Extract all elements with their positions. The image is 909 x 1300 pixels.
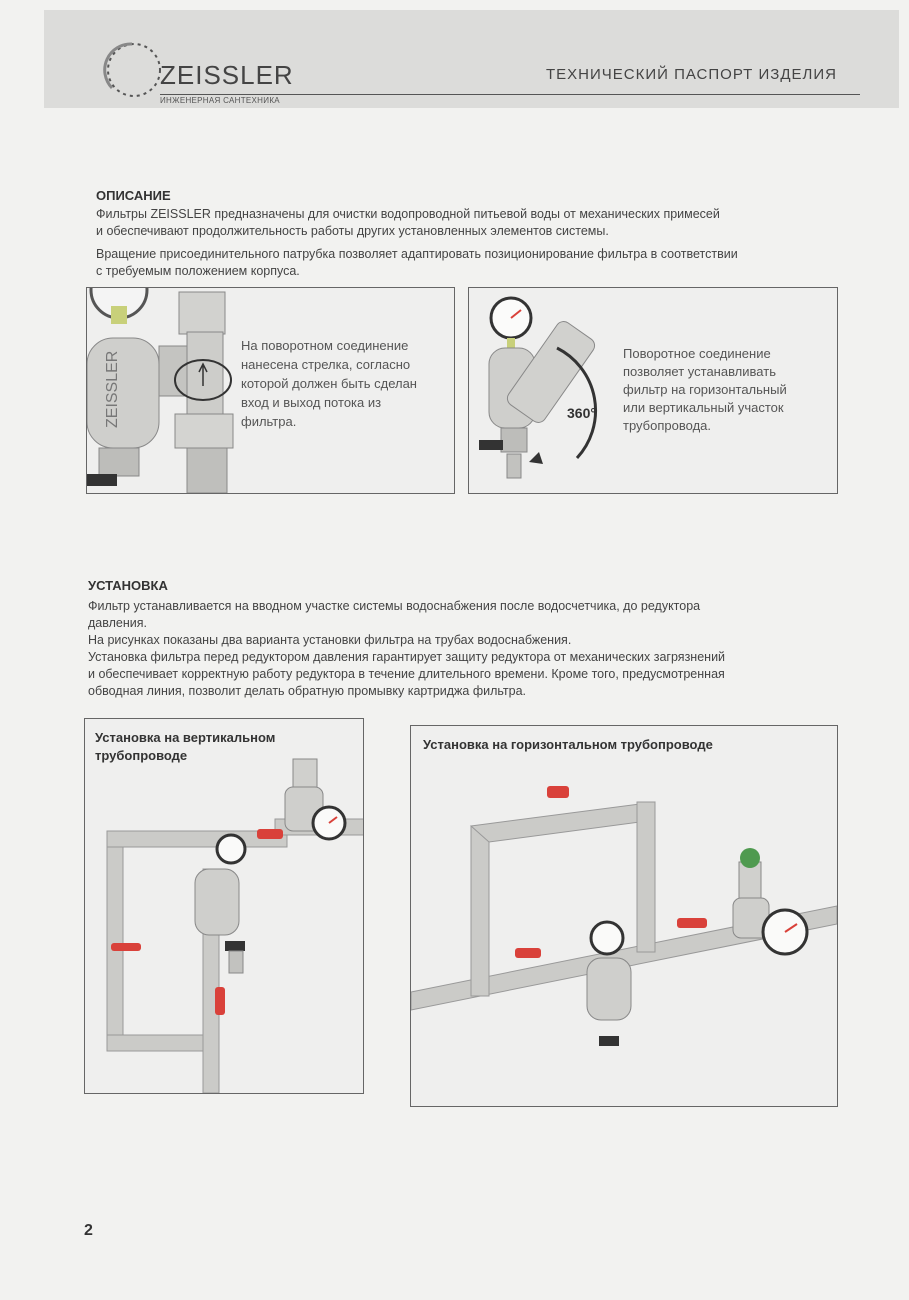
- installation-line: Установка фильтра перед редуктором давления гарантирует защиту редуктора от механических загрязнений: [88, 650, 726, 664]
- title-line: Установка на вертикальном: [95, 730, 276, 745]
- installation-line: давления.: [88, 616, 147, 630]
- caption-line: или вертикальный участок: [623, 400, 784, 415]
- filter-arrow-illustration-box: [86, 287, 455, 494]
- rotation-label: 360°: [567, 405, 596, 421]
- rotation-caption: [623, 345, 787, 435]
- caption-line: вход и выход потока из: [241, 395, 382, 410]
- horizontal-installation-box: [410, 725, 838, 1107]
- horizontal-installation-title: Установка на горизонтальном трубопроводе: [423, 737, 713, 752]
- description-heading: ОПИСАНИЕ: [96, 188, 171, 203]
- installation-heading: УСТАНОВКА: [88, 578, 168, 593]
- rotation-illustration-box: [468, 287, 838, 494]
- installation-line: и обеспечивает корректную работу редуктора в течение длительного времени. Кроме того, предусмотренная: [88, 667, 725, 681]
- pressure-gauge-icon: [591, 922, 623, 954]
- description-line: с требуемым положением корпуса.: [96, 264, 300, 278]
- caption-line: Поворотное соединение: [623, 346, 771, 361]
- page-number: 2: [84, 1222, 93, 1239]
- filter-arrow-caption: [241, 336, 417, 431]
- caption-line: фильтр на горизонтальный: [623, 382, 787, 397]
- brand-tagline: ИНЖЕНЕРНАЯ САНТЕХНИКА: [160, 96, 280, 105]
- installation-line: обводная линия, позволит делать обратную промывку картриджа фильтра.: [88, 684, 527, 698]
- installation-line: На рисунках показаны два варианта установки фильтра на трубах водоснабжения.: [88, 633, 572, 647]
- vertical-installation-diagram: [85, 719, 363, 1093]
- description-paragraph-2: [96, 246, 738, 280]
- caption-line: На поворотном соединение: [241, 338, 409, 353]
- description-line: Вращение присоединительного патрубка позволяет адаптировать позиционирование фильтра в соответствии: [96, 247, 738, 261]
- title-line: трубопроводе: [95, 748, 188, 763]
- description-line: Фильтры ZEISSLER предназначены для очистки водопроводной питьевой воды от механических примесей: [96, 207, 720, 221]
- caption-line: которой должен быть сделан: [241, 376, 417, 391]
- pressure-gauge-icon: [217, 835, 245, 863]
- horizontal-installation-diagram: [411, 726, 837, 1106]
- document-title: ТЕХНИЧЕСКИЙ ПАСПОРТ ИЗДЕЛИЯ: [546, 66, 837, 83]
- caption-line: трубопровода.: [623, 418, 711, 433]
- brand-logo-text: ZEISSLER: [160, 60, 294, 90]
- description-paragraph-1: [96, 206, 720, 240]
- caption-line: фильтра.: [241, 414, 297, 429]
- caption-line: нанесена стрелка, согласно: [241, 357, 411, 372]
- installation-paragraph: [88, 598, 725, 700]
- header-divider: [160, 94, 860, 95]
- filter-body-label: ZEISSLER: [104, 350, 121, 428]
- installation-line: Фильтр устанавливается на вводном участке системы водоснабжения после водосчетчика, до редуктора: [88, 599, 701, 613]
- caption-line: позволяет устанавливать: [623, 364, 776, 379]
- vertical-installation-box: [84, 718, 364, 1094]
- description-line: и обеспечивают продолжительность работы других установленных элементов системы.: [96, 224, 609, 238]
